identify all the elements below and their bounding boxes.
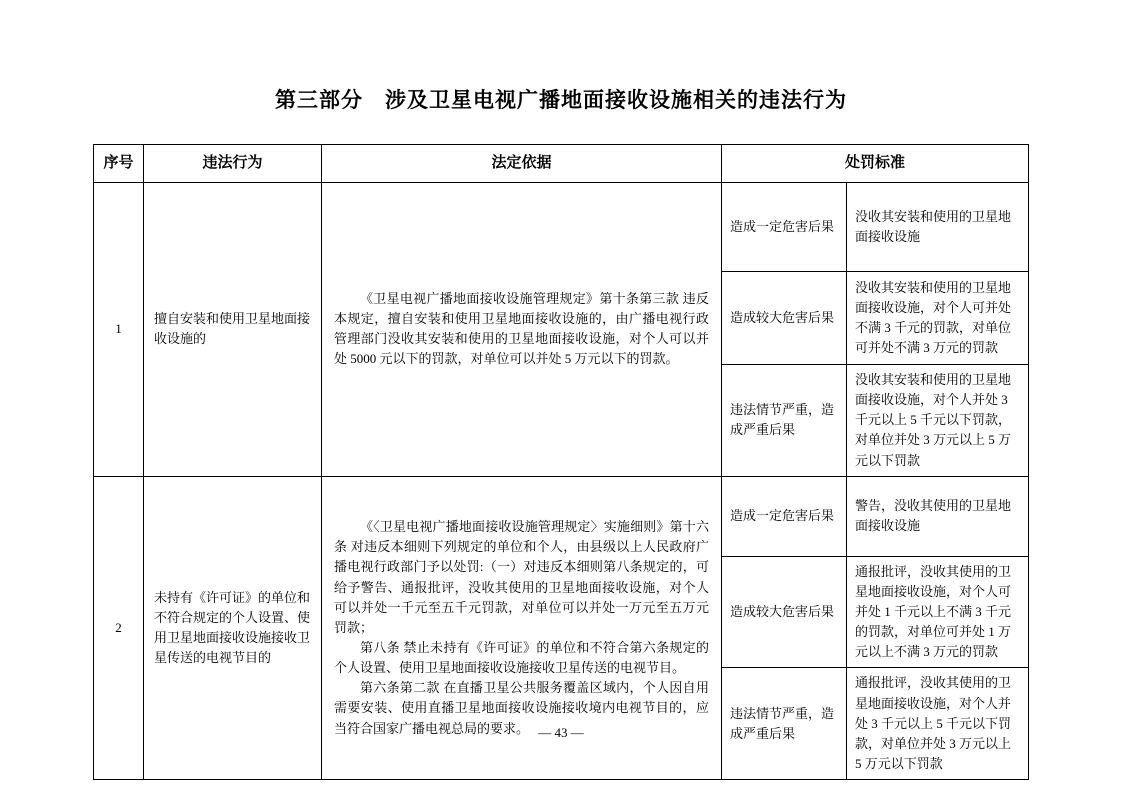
legal-basis-paragraph: 第六条第二款 在直播卫星公共服务覆盖区域内，个人因自用需要安装、使用直播卫星地面接收设施接收境内电视节目的，应当符合国家广播电视总局的要求。 (333, 680, 709, 736)
penalty-situation-cell: 造成一定危害后果 (721, 476, 846, 556)
table-row (93, 476, 1028, 556)
legal-basis-cell (321, 183, 721, 477)
page-title: 第三部分 涉及卫星电视广播地面接收设施相关的违法行为 (275, 89, 847, 112)
legal-basis-paragraph: 《卫星电视广播地面接收设施管理规定》第十条第三款 违反本规定，擅自安装和使用卫星地面接收设施的，由广播电视行政管理部门没收其安装和使用的卫星地面接收设施，对个人可以并处 5000 元以下的罚款，对单位可以并处 5 万元以下的罚款。 (333, 291, 709, 367)
penalty-standard-cell: 没收其安装和使用的卫星地面接收设施 (846, 183, 1028, 272)
legal-basis-paragraph: 第八条 禁止未持有《许可证》的单位和不符合第六条规定的个人设置、使用卫星地面接收设施接收卫星传送的电视节目。 (333, 639, 709, 676)
row-number-cell: 2 (93, 476, 143, 779)
legal-basis-paragraph: 《〈卫星电视广播地面接收设施管理规定〉实施细则》第十六条 对违反本细则下列规定的单位和个人，由县级以上人民政府广播电视行政部门予以处罚:（一）对违反本细则第八条规定的，可给予警告、通报批评，没收其使用的卫星地面接收设施，对个人可以并处一千元至五千元罚款，对单位可以并处一万元至五万元罚款； (333, 519, 709, 635)
penalty-situation-cell: 造成较大危害后果 (721, 556, 846, 668)
header-legal-basis: 法定依据 (321, 145, 721, 183)
header-penalty-standard: 处罚标准 (721, 145, 1028, 183)
penalty-standard-cell: 没收其安装和使用的卫星地面接收设施，对个人可并处不满 3 千元的罚款，对单位可并处不满 3 万元的罚款 (846, 272, 1028, 365)
header-no: 序号 (93, 145, 143, 183)
violation-cell: 擅自安装和使用卫星地面接收设施的 (143, 183, 321, 477)
violations-table (93, 144, 1029, 780)
penalty-situation-cell: 违法情节严重，造成严重后果 (721, 668, 846, 780)
header-violation: 违法行为 (143, 145, 321, 183)
penalty-standard-cell: 通报批评，没收其使用的卫星地面接收设施，对个人并处 3 千元以上 5 千元以下罚款，对单位并处 3 万元以上 5 万元以下罚款 (846, 668, 1028, 780)
penalty-standard-cell: 警告，没收其使用的卫星地面接收设施 (846, 476, 1028, 556)
penalty-situation-cell: 造成一定危害后果 (721, 183, 846, 272)
penalty-standard-cell: 没收其安装和使用的卫星地面接收设施，对个人并处 3 千元以上 5 千元以下罚款，对单位并处 3 万元以上 5 万元以下罚款 (846, 365, 1028, 477)
violation-cell: 未持有《许可证》的单位和不符合规定的个人设置、使用卫星地面接收设施接收卫星传送的电视节目的 (143, 476, 321, 779)
row-number-cell: 1 (93, 183, 143, 477)
table-header-row (93, 145, 1028, 183)
penalty-situation-cell: 违法情节严重，造成严重后果 (721, 365, 846, 477)
penalty-situation-cell: 造成较大危害后果 (721, 272, 846, 365)
table-row (93, 183, 1028, 272)
page-number: — 43 — (538, 725, 584, 740)
penalty-standard-cell: 通报批评，没收其使用的卫星地面接收设施，对个人可并处 1 千元以上不满 3 千元的罚款，对单位可并处 1 万元以上不满 3 万元的罚款 (846, 556, 1028, 668)
